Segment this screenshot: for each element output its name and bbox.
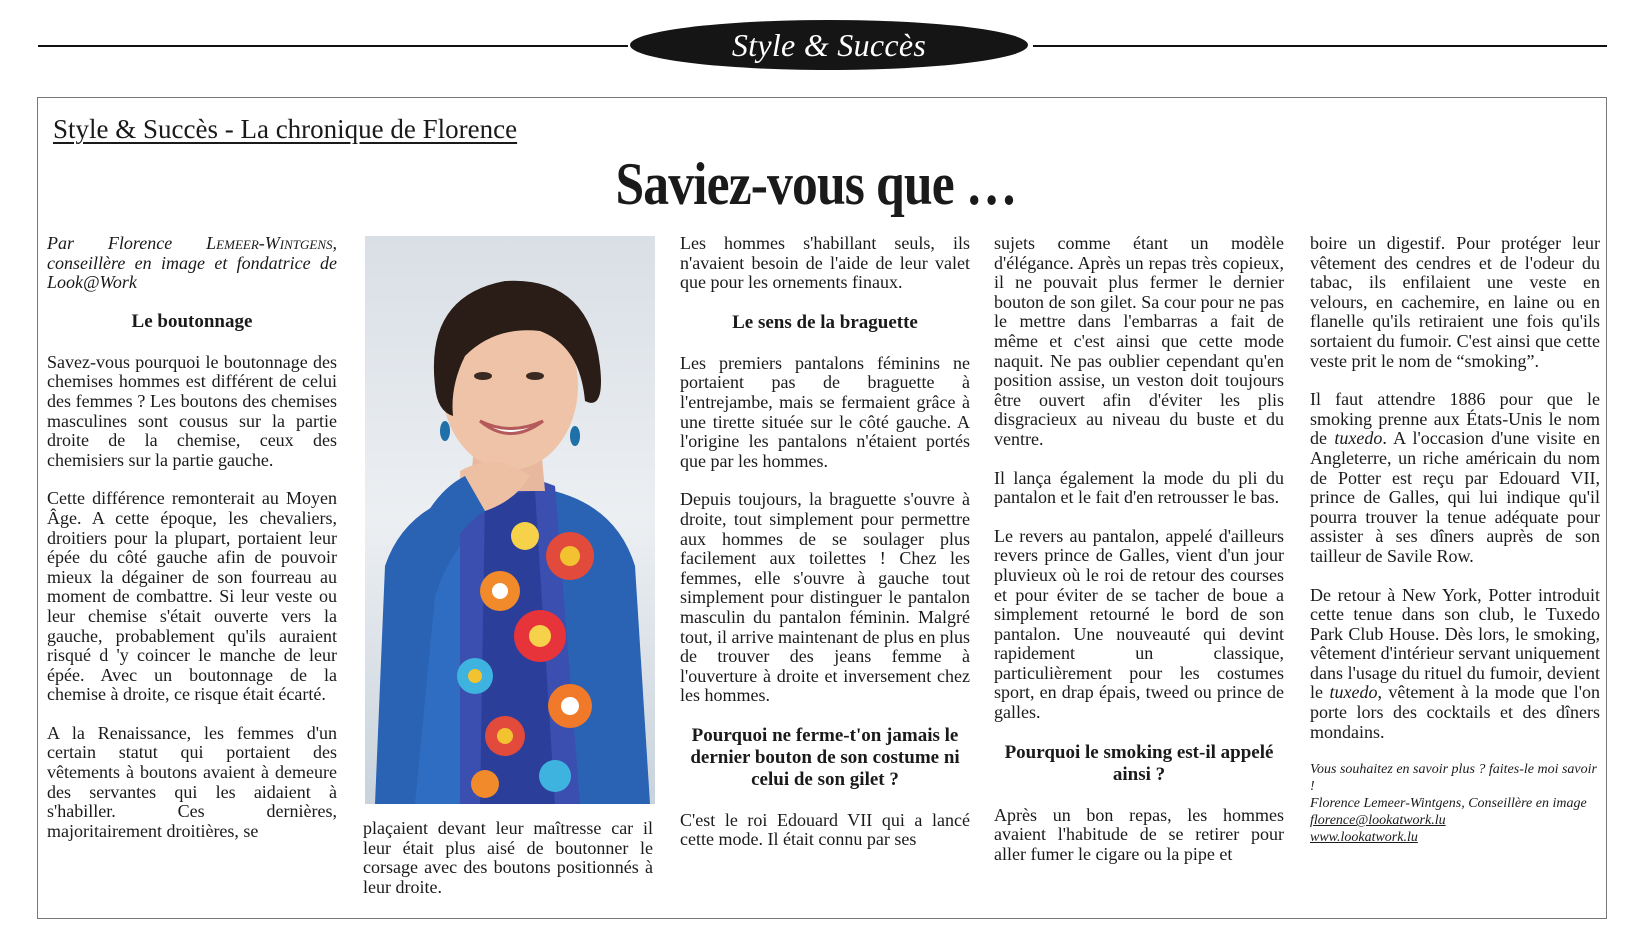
emphasis-tuxedo: tuxedo [1329,682,1378,703]
subhead-smoking: Pourquoi le smoking est-il appelé ainsi ? [1004,741,1274,785]
contact-email-link[interactable]: florence@lookatwork.lu [1310,813,1446,829]
column-1 [47,234,337,901]
text-run: De retour à New York, Potter introduit cette tenue dans son club, le Tuxedo Park Club House. Dès lors, le smoking, vêtement d'intérieur servant uniquement dans l'usage du rituel du fumoir, devient le [1310,584,1600,703]
byline-prefix: Par Florence [47,234,173,253]
paragraph: plaçaient devant leur maîtresse car il leur était plus aisé de boutonner le corsage avec des boutons positionnés à leur droite. [363,819,653,897]
paragraph: Le revers au pantalon, appelé d'ailleurs revers prince de Galles, vient d'un jour pluvieux où le roi de retour des courses et pour éviter de se tacher de boue a simplement retourné le bord de son pantalon. Une nouveauté qui devint rapidement un classique, particulièrement pour les costumes sport, en drap épais, tweed ou prince de galles. [994,525,1284,723]
section-banner [630,20,1028,70]
byline-rest: , conseillère en image et fondatrice de Look@Work [47,234,337,293]
website-link[interactable]: www.lookatwork.lu [1310,830,1418,846]
column-5 [1310,234,1600,901]
article-kicker: Style & Succès - La chronique de Florence [53,114,518,144]
portrait-photo [365,236,655,804]
portrait-illustration [365,236,655,804]
paragraph: Il lança également la mode du pli du pantalon et le fait d'en retrousser le bas. [994,467,1284,508]
emphasis-tuxedo: tuxedo [1334,428,1383,449]
paragraph [1310,586,1600,743]
text-run: Il faut attendre 1886 pour que le smoking prenne aux États-Unis le nom de [1310,389,1600,449]
paragraph: boire un digestif. Pour protéger leur vêtement des cendres et de l'odeur du tabac, ils enfilaient une veste en velours, en cachemire, en laine ou en flanelle qu'ils retiraient une fois qu'ils sortaient du fumoir. C'est ainsi que cette veste prit le nom de “smoking”. [1310,234,1600,371]
column-3 [680,234,970,901]
section-title: Style & Succès [731,26,927,63]
subhead-boutonnage: Le boutonnage [131,310,253,332]
paragraph: Les hommes s'habillant seuls, ils n'avaient besoin de l'aide de leur valet que pour les ornements finaux. [680,234,970,293]
text-run: , vêtement à la mode que l'on porte lors des cocktails et des dîners mondains. [1310,682,1600,742]
byline [47,234,337,293]
article-headline: Saviez-vous que … [615,151,1017,217]
byline-surname: Lemeer-Wintgens [206,234,333,253]
promo-line: Vous souhaitez en savoir plus ? faites-le moi savoir ! [1310,762,1597,795]
promo-line: Florence Lemeer-Wintgens, Conseillère en image [1310,796,1587,812]
paragraph: C'est le roi Edouard VII qui a lancé cette mode. Il était connu par ses [680,809,970,850]
paragraph [1310,390,1600,566]
header-rule-right [1033,45,1607,47]
paragraph: Cette différence remonterait au Moyen Âge. A cette époque, les chevaliers, droitiers pour la plupart, portaient leur épée du côté gauche afin de pouvoir mieux la dégainer de son fourreau au moment de combattre. Si leur veste ou leur chemise s'était ouverte vers la gauche, probablement qu'ils auraient risqué d 'y coincer le manche de leur épée. Avec un boutonnage de la chemise à droite, ce risque était écarté. [47,488,337,705]
text-run: . A l'occasion d'une visite en Angleterre, un riche américain du nom de Potter est reçu par Edouard VII, prince de Galles, qui lui indique qu'il pourra trouver la tenue adéquate pour assister à ses dîners auprès de son tailleur de Savile Row. [1310,428,1600,566]
paragraph: Les premiers pantalons féminins ne portaient pas de braguette à l'entrejambe, mais se fermaient grâce à une tirette située sur le côté gauche. A l'origine les pantalons n'étaient portés que par les hommes. [680,352,970,471]
contact-promo [1310,761,1600,846]
header-rule-left [38,45,628,47]
paragraph: Depuis toujours, la braguette s'ouvre à droite, tout simplement pour permettre aux hommes de se soulager plus facilement aux toilettes ! Chez les femmes, elle s'ouvre à gauche tout simplement pour distinguer le pantalon masculin du pantalon féminin. Malgré tout, il arrive maintenant de plus en plus de trouver des jeans femme à l'ouverture à droite et inversement chez les hommes. [680,489,970,706]
paragraph: A la Renaissance, les femmes d'un certain statut qui portaient des vêtements à boutons avaient à demeure des servantes qui les aidaient à s'habiller. Ces dernières, majoritairement droitières, se [47,722,337,841]
column-2 [363,819,653,901]
paragraph: sujets comme étant un modèle d'élégance. Après un repas très copieux, il ne pouvait plus fermer le dernier bouton de son gilet. Sa cour pour ne pas le mettre dans l'embarras a fait de même et c'est ainsi que cette mode naquit. Ne pas oublier cependant qu'en position assise, un veston doit toujours être ouvert afin d'éviter les plis disgracieux au niveau du buste et du ventre. [994,234,1284,449]
paragraph: Après un bon repas, les hommes avaient l'habitude de se retirer pour aller fumer le cigare ou la pipe et [994,804,1284,864]
paragraph: Savez-vous pourquoi le boutonnage des chemises hommes est différent de celui des femmes ? Les boutons des chemises masculines sont cousus sur la partie droite de la chemise, ceux des chemisiers sur la partie gauche. [47,351,337,470]
subhead-braguette: Le sens de la braguette [732,311,918,333]
column-4 [994,234,1284,901]
subhead-dernier-bouton: Pourquoi ne ferme-t'on jamais le dernier bouton de son costume ni celui de son gilet ? [690,724,960,790]
